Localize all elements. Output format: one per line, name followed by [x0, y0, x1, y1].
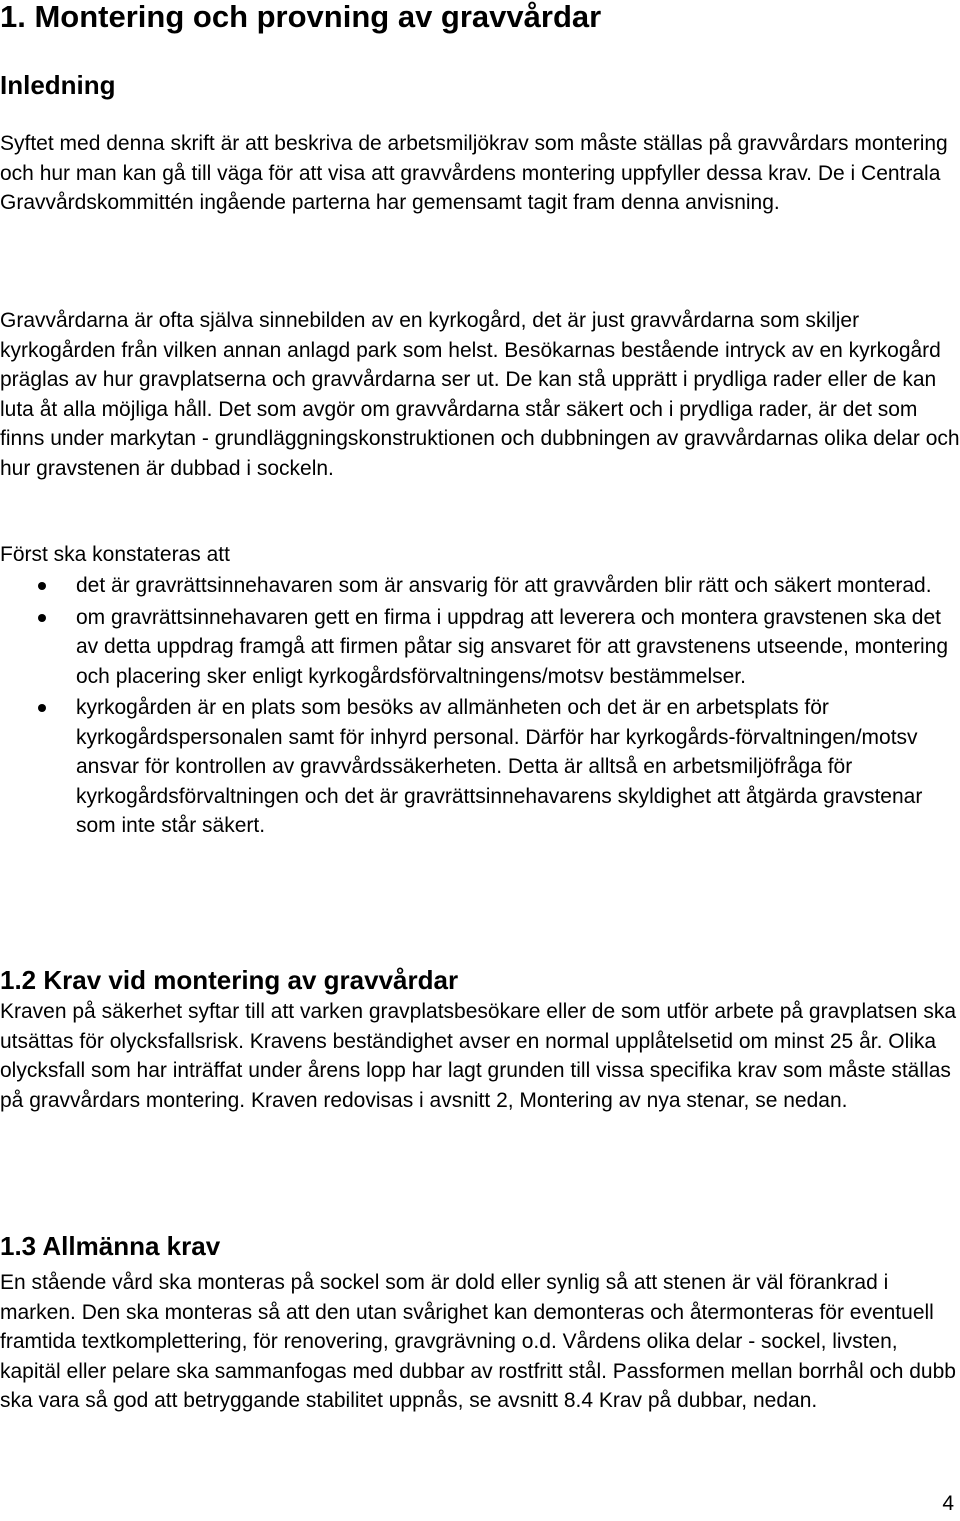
- page-title: 1. Montering och provning av gravvårdar: [0, 0, 602, 34]
- list-intro: Först ska konstateras att: [0, 543, 230, 566]
- bullet-icon: [38, 582, 46, 590]
- list-item: [0, 693, 960, 841]
- intro-heading: Inledning: [0, 70, 116, 100]
- body-paragraph: Gravvårdarna är ofta själva sinnebilden av en kyrkogård, det är just gravvårdarna som skiljer kyrkogården från vilken annan anlagd park som helst. Besökarnas bestående intryck av en kyrkogård präglas av hur gravplatserna och gravvårdarna ser ut. De kan stå upprätt i prydliga rader eller de kan luta åt alla möjliga håll. Det som avgör om gravvårdarna står säkert och i prydliga rader, är det som finns under markytan - grundläggningskonstruktionen och dubbningen av gravvårdarnas olika delar och hur gravstenen är dubbad i sockeln.: [0, 309, 960, 480]
- list-item-text: kyrkogården är en plats som besöks av allmänheten och det är en arbetsplats för kyrkogårdspersonalen samt för inhyrd personal. Därför har kyrkogårds-förvaltningen/motsv ansvar för kontrollen av gravvårdssäkerheten. Detta är alltså en arbetsmiljöfråga för kyrkogårdsförvaltningen och det är gravrättsinnehavarens skyldighet att åtgärda gravstenar som inte står säkert.: [76, 696, 923, 837]
- bullet-icon: [38, 704, 46, 712]
- list-item-text: det är gravrättsinnehavaren som är ansvarig för att gravvården blir rätt och säkert monterad.: [76, 574, 932, 597]
- bullet-icon: [38, 614, 46, 622]
- list-item-text: om gravrättsinnehavaren gett en firma i uppdrag att leverera och montera gravstenen ska det av detta uppdrag framgå att firmen påtar sig ansvaret för att gravstenens utseende, montering och placering sker enligt kyrkogårdsförvaltningens/motsv bestämmelser.: [76, 605, 948, 688]
- bullet-list: [0, 571, 960, 841]
- page-number: 4: [942, 1492, 954, 1515]
- intro-paragraph: Syftet med denna skrift är att beskriva de arbetsmiljökrav som måste ställas på gravvårdars montering och hur man kan gå till väga för att visa att gravvårdens montering uppfyller dessa krav. De i Centrala Gravvårdskommittén ingående parterna har gemensamt tagit fram denna anvisning.: [0, 132, 948, 214]
- list-item: [0, 603, 960, 692]
- section-paragraph: Kraven på säkerhet syftar till att varken gravplatsbesökare eller de som utför arbete på gravplatsen ska utsättas för olycksfallsrisk. Kravens beständighet avser en normal upplåtelsetid om minst 25 år. Olika olycksfall som har inträffat under årens lopp har lagt grunden till vissa specifika krav som måste ställas på gravvårdars montering. Kraven redovisas i avsnitt 2, Montering av nya stenar, se nedan.: [0, 1000, 956, 1112]
- section-paragraph: En stående vård ska monteras på sockel som är dold eller synlig så att stenen är väl förankrad i marken. Den ska monteras så att den utan svårighet kan demonteras och återmonteras för eventuell framtida textkomplettering, för renovering, gravgrävning o.d. Vårdens olika delar - sockel, livsten, kapitäl eller pelare ska sammanfogas med dubbar av rostfritt stål. Passformen mellan borrhål och dubb ska vara så god att betryggande stabilitet uppnås, se avsnitt 8.4 Krav på dubbar, nedan.: [0, 1271, 956, 1412]
- section-heading: 1.3 Allmänna krav: [0, 1231, 221, 1261]
- section-heading: 1.2 Krav vid montering av gravvårdar: [0, 965, 459, 995]
- list-item: [0, 571, 960, 601]
